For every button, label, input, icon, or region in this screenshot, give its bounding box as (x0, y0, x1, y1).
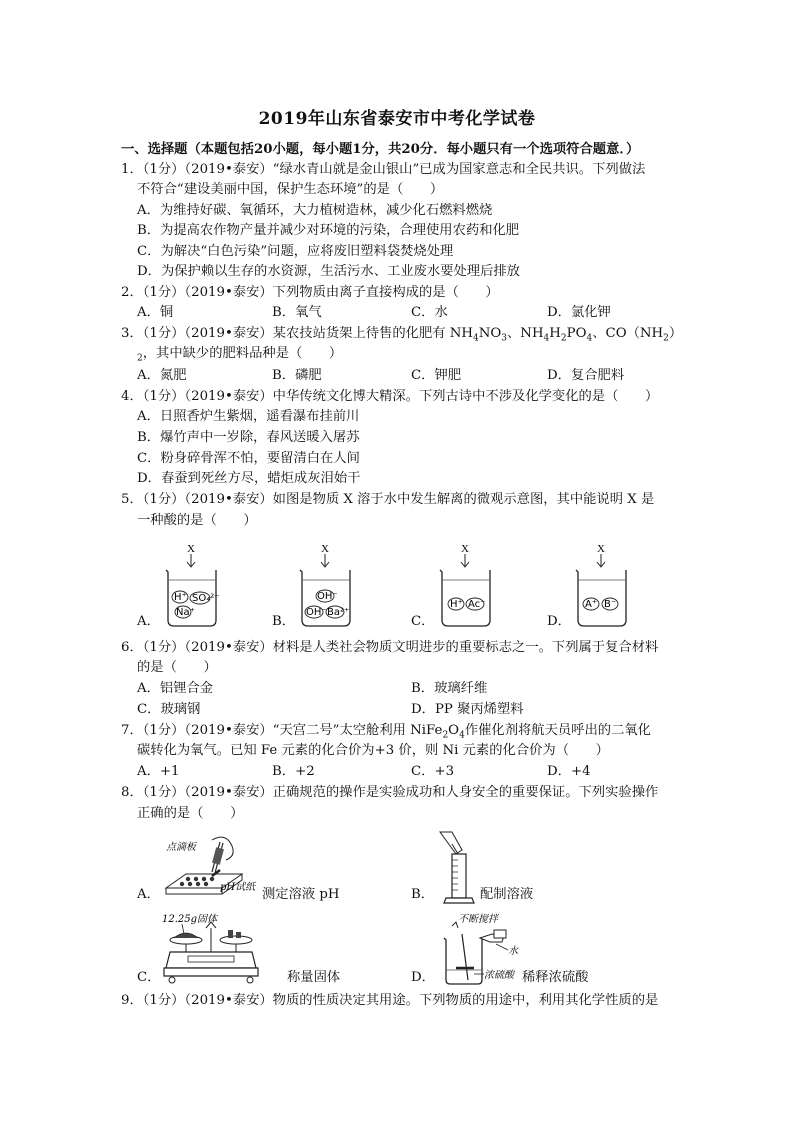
ion-so4: SO₄²⁻ (192, 593, 220, 604)
q6-option-a: A．铝锂合金 (137, 681, 214, 696)
q6-stem-line1: 6．（1分）（2019•泰安）材料是人类社会物质文明进步的重要标志之一。下列属于复合材料 (121, 640, 659, 655)
ion-na: Na⁺ (176, 607, 195, 618)
q8-option-a-text: 测定溶液 pH (262, 887, 340, 902)
q5-beaker-b (294, 540, 358, 630)
q5-stem-line2: 一种酸的是（ ） (137, 513, 257, 528)
q3-option-b: B．磷肥 (272, 368, 322, 383)
q7-option-a: A．+1 (137, 764, 180, 779)
q1-option-b: B．为提高农作物产量并减少对环境的污染，合理使用农药和化肥 (137, 223, 520, 238)
q6-stem-line2: 的是（ ） (137, 660, 217, 675)
ion-ba: Ba²⁺ (327, 607, 350, 618)
q7-stem-line1: 7．（1分）（2019•泰安）“天宫二号”太空舱利用 $NiFe_2O_4$作催化剂将航天员呼出的二氧化 (121, 723, 651, 741)
q8-option-d: D． (411, 970, 435, 985)
q1-option-a: A．为维持好碳、氧循环，大力植树造林，减少化石燃料燃烧 (137, 203, 493, 218)
q5-beaker-a (160, 540, 224, 630)
x-label: X (597, 543, 605, 555)
ion-oh: OH⁻ (306, 607, 327, 618)
q1-option-c: C．为解决“白色污染”问题，应将废旧塑料袋焚烧处理 (137, 244, 454, 259)
q5-option-b: B． (272, 614, 296, 629)
q8-option-c-text: 称量固体 (287, 970, 341, 985)
q5-option-d: D． (547, 614, 571, 629)
q1-option-d: D．为保护赖以生存的水资源，生活污水、工业废水要处理后排放 (137, 264, 520, 279)
page-title: 2019年山东省泰安市中考化学试卷 (258, 109, 536, 129)
q3-option-d: D．复合肥料 (547, 368, 625, 383)
q4-option-d: D．春蚕到死丝方尽，蜡炬成灰泪始干 (137, 471, 361, 486)
q7-option-b: B．+2 (272, 764, 315, 779)
q4-option-a: A．日照香炉生紫烟，遥看瀑布挂前川 (137, 409, 360, 424)
q5-beaker-c (434, 540, 498, 630)
ion-oh: OH⁻ (317, 591, 338, 602)
dropper-label: 点滴板 (166, 842, 196, 853)
ion-a: A⁺ (585, 599, 598, 610)
acid-label: 浓硫酸 (484, 970, 514, 981)
q8-stem-line2: 正确的是（ ） (137, 806, 244, 821)
q5-beaker-d (570, 540, 634, 630)
q7-option-c: C．+3 (411, 764, 455, 779)
q8-option-b-text: 配制溶液 (480, 887, 534, 902)
q7-stem-line2: 碳转化为氧气。已知 Fe 元素的化合价为+3 价，则 Ni 元素的化合价为（ ） (137, 743, 609, 758)
stir-label: 不断搅拌 (458, 914, 498, 925)
q8-option-b: B． (411, 887, 435, 902)
q5-option-a: A． (137, 614, 160, 629)
q5-stem-line1: 5．（1分）（2019•泰安）如图是物质 X 溶于水中发生解离的微观示意图，其中能说明 X 是 (121, 492, 655, 507)
ion-b: B⁻ (604, 599, 617, 610)
q4-option-c: C．粉身碎骨浑不怕，要留清白在人间 (137, 451, 360, 466)
q4-option-b: B．爆竹声中一岁除，春风送暖入屠苏 (137, 430, 360, 445)
q8-stem-line1: 8．（1分）（2019•泰安）正确规范的操作是实验成功和人身安全的重要保证。下列实验操作 (121, 785, 659, 800)
q6-option-d: D．PP 聚丙烯塑料 (411, 702, 524, 717)
q3-option-a: A．氮肥 (137, 368, 187, 383)
q3-option-c: C．钾肥 (411, 368, 462, 383)
ion-h: H⁺ (450, 599, 463, 610)
q8-option-d-text: 稀释浓硫酸 (522, 970, 589, 985)
q2-option-d: D．氯化钾 (547, 305, 611, 320)
q6-option-c: C．玻璃钢 (137, 702, 201, 717)
x-label: X (461, 543, 469, 555)
q8-cylinder-figure (432, 830, 482, 906)
water-label: 水 (508, 946, 518, 957)
q2-option-c: C．水 (411, 305, 448, 320)
q8-ph-test-figure (160, 832, 266, 904)
q1-stem-line2: 不符合“建设美丽中国，保护生态环境”的是（ ） (137, 182, 444, 197)
q8-option-c: C． (137, 970, 161, 985)
q2-option-a: A．铜 (137, 305, 174, 320)
q7-option-d: D．+4 (547, 764, 591, 779)
q8-balance-figure (160, 910, 260, 986)
section-heading: 一、选择题（本题包括20小题，每小题1分，共20分．每小题只有一个选项符合题意．） (121, 142, 640, 157)
solid-label: 12.25g固体 (162, 914, 218, 925)
q2-option-b: B．氧气 (272, 305, 322, 320)
q2-stem: 2．（1分）（2019•泰安）下列物质由离子直接构成的是（ ） (121, 285, 499, 300)
q5-option-c: C． (411, 614, 435, 629)
q3-stem-line1: 3．（1分）（2019•泰安）某农技站货架上待售的化肥有 $NH_4NO_3$、$NH_4H_2PO_4$、$CO(NH_2)$ (121, 326, 683, 344)
ion-ac: Ac⁻ (468, 599, 486, 610)
q8-option-a: A． (137, 887, 160, 902)
q4-stem: 4．（1分）（2019•泰安）中华传统文化博大精深。下列古诗中不涉及化学变化的是（ ） (121, 389, 659, 404)
x-label: X (321, 543, 329, 555)
q3-stem-line2: $_2$，其中缺少的肥料品种是（ ） (137, 346, 343, 364)
ion-h: H⁺ (174, 592, 187, 603)
q9-stem-line1: 9．（1分）（2019•泰安）物质的性质决定其用途。下列物质的用途中，利用其化学性质的是 (121, 993, 659, 1008)
q6-option-b: B．玻璃纤维 (411, 681, 488, 696)
ph-paper-label: pH试纸 (220, 882, 256, 893)
x-label: X (187, 543, 195, 555)
q1-stem-line1: 1．（1分）（2019•泰安）“绿水青山就是金山银山”已成为国家意志和全民共识。下列做法 (121, 162, 646, 177)
